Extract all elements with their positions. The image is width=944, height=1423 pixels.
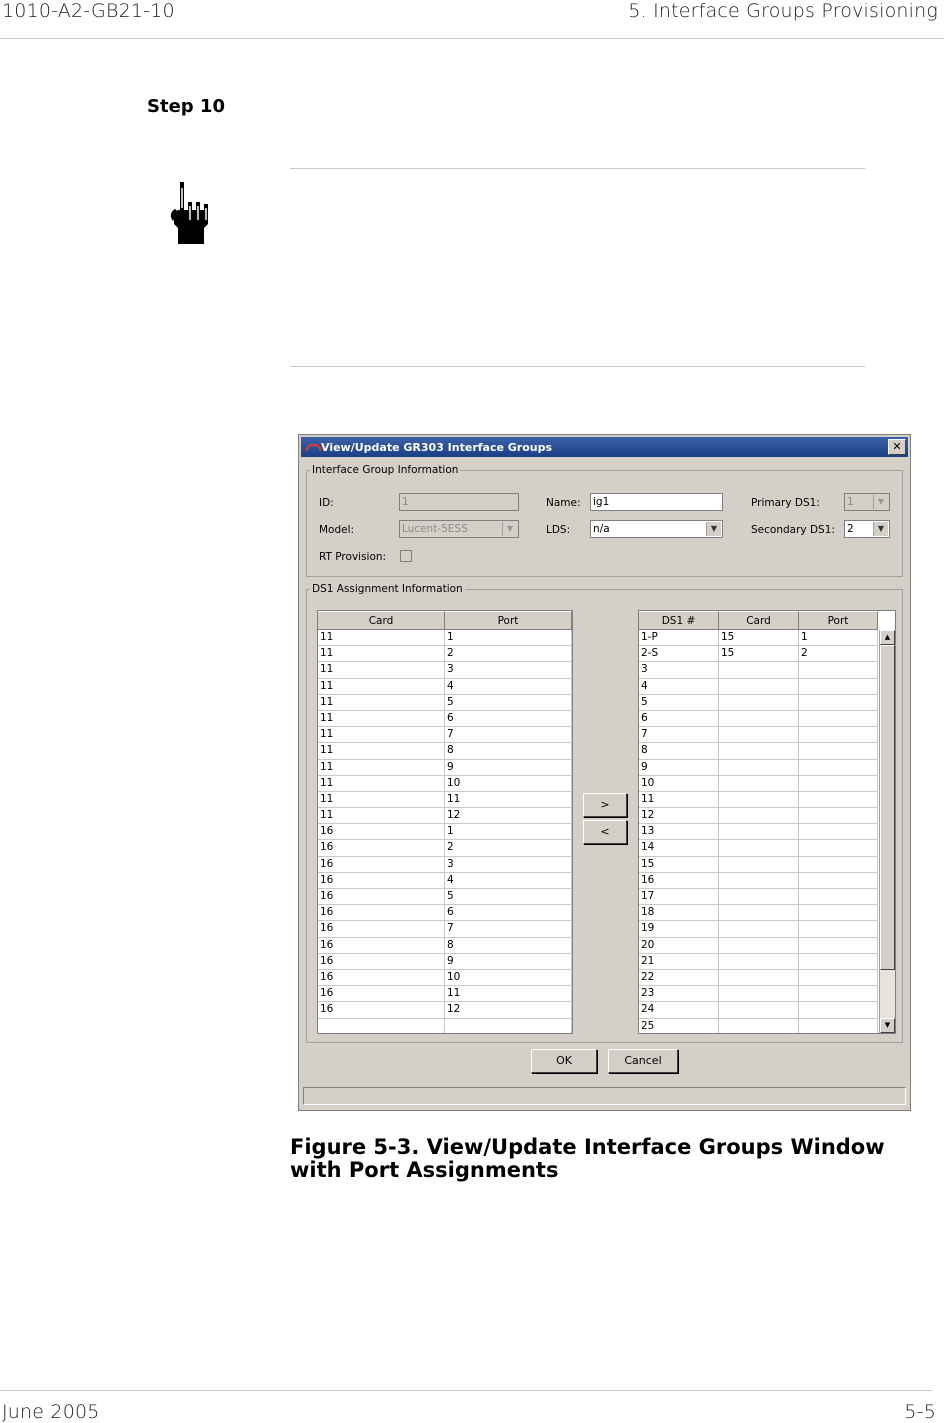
table-row[interactable] — [639, 905, 879, 921]
table-cell: 11 — [445, 986, 572, 1002]
table-cell: 10 — [639, 776, 719, 792]
table-cell: 11 — [639, 792, 719, 808]
table-row[interactable] — [318, 679, 572, 695]
table-cell: 12 — [639, 808, 719, 824]
table-row[interactable] — [318, 1019, 572, 1035]
table-row[interactable] — [639, 840, 879, 856]
table-cell: 6 — [445, 905, 572, 921]
table-row[interactable] — [639, 630, 879, 646]
table-row[interactable] — [639, 857, 879, 873]
table-row[interactable] — [639, 954, 879, 970]
table-row[interactable] — [639, 776, 879, 792]
table-cell: 8 — [639, 743, 719, 759]
table-row[interactable] — [639, 743, 879, 759]
table-cell: 11 — [318, 760, 445, 776]
figure-caption-line-1: Figure 5-3. View/Update Interface Groups Window — [290, 1135, 885, 1159]
table-cell: 1-P — [639, 630, 719, 646]
model-label: Model: — [319, 524, 355, 536]
table-cell: 24 — [639, 1002, 719, 1018]
table-row[interactable] — [639, 938, 879, 954]
table-cell — [719, 986, 799, 1002]
table-cell — [719, 970, 799, 986]
table-cell: 6 — [639, 711, 719, 727]
table-cell: 5 — [445, 889, 572, 905]
scroll-up-icon[interactable]: ▲ — [880, 630, 895, 645]
table-cell: 8 — [445, 938, 572, 954]
primary-ds1-select[interactable] — [844, 493, 890, 511]
table-cell: 18 — [639, 905, 719, 921]
table-cell — [719, 760, 799, 776]
table-row[interactable] — [318, 711, 572, 727]
table-cell: 11 — [318, 776, 445, 792]
table-cell — [799, 938, 878, 954]
available-ports-rows — [318, 630, 572, 1034]
chevron-down-icon: ▼ — [873, 522, 888, 536]
table-cell: 13 — [639, 824, 719, 840]
table-cell: 3 — [639, 662, 719, 678]
unassign-button[interactable]: < — [583, 820, 627, 844]
table-cell: 16 — [318, 921, 445, 937]
table-cell — [799, 873, 878, 889]
table-cell — [799, 776, 878, 792]
table-row[interactable] — [318, 873, 572, 889]
ok-button[interactable]: OK — [531, 1049, 597, 1073]
table-row[interactable] — [318, 970, 572, 986]
table-cell — [719, 905, 799, 921]
table-cell: 15 — [639, 857, 719, 873]
table-cell: 8 — [445, 743, 572, 759]
table-cell: 9 — [639, 760, 719, 776]
table-cell — [799, 921, 878, 937]
header-rule — [0, 38, 944, 39]
table-cell — [719, 662, 799, 678]
chevron-down-icon: ▼ — [502, 522, 517, 536]
table-cell — [799, 889, 878, 905]
table-cell — [318, 1019, 445, 1035]
table-cell: 20 — [639, 938, 719, 954]
table-cell — [799, 840, 878, 856]
column-header-port[interactable]: Port — [445, 611, 572, 630]
table-row[interactable] — [318, 824, 572, 840]
table-cell: 4 — [445, 679, 572, 695]
table-cell — [799, 857, 878, 873]
primary-ds1-value: 1 — [847, 496, 854, 508]
table-cell: 5 — [639, 695, 719, 711]
table-row[interactable] — [318, 630, 572, 646]
primary-ds1-label: Primary DS1: — [751, 497, 820, 509]
dialog-titlebar[interactable] — [301, 437, 908, 457]
table-cell: 15 — [719, 646, 799, 662]
table-cell: 11 — [318, 630, 445, 646]
table-cell — [799, 970, 878, 986]
status-bar — [303, 1087, 906, 1105]
table-cell — [719, 711, 799, 727]
scroll-down-icon[interactable]: ▼ — [880, 1018, 895, 1033]
table-cell — [719, 824, 799, 840]
table-cell: 11 — [318, 792, 445, 808]
table-row[interactable] — [318, 646, 572, 662]
table-row[interactable] — [639, 695, 879, 711]
table-cell — [799, 954, 878, 970]
table-cell — [719, 743, 799, 759]
table-cell: 12 — [445, 808, 572, 824]
table-cell — [799, 679, 878, 695]
table-cell: 16 — [318, 954, 445, 970]
table-cell — [799, 1019, 878, 1035]
table-cell: 5 — [445, 695, 572, 711]
table-row[interactable] — [639, 646, 879, 662]
table-row[interactable] — [318, 695, 572, 711]
table-cell — [719, 792, 799, 808]
column-header-card[interactable]: Card — [719, 611, 799, 630]
secondary-ds1-label: Secondary DS1: — [751, 524, 835, 536]
note-bottom-rule — [290, 366, 865, 367]
table-cell: 11 — [318, 646, 445, 662]
cancel-button[interactable]: Cancel — [608, 1049, 678, 1073]
header-section-title: 5. Interface Groups Provisioning — [628, 0, 938, 22]
header-doc-id: 1010-A2-GB21-10 — [2, 0, 175, 22]
table-row[interactable] — [318, 889, 572, 905]
table-header — [639, 611, 878, 630]
table-row[interactable] — [639, 679, 879, 695]
assigned-ds1-table[interactable] — [638, 610, 896, 1034]
table-cell — [799, 695, 878, 711]
table-header — [318, 611, 572, 630]
table-cell: 7 — [639, 727, 719, 743]
table-row[interactable] — [639, 970, 879, 986]
ds1-assignment-legend: DS1 Assignment Information — [312, 583, 463, 595]
note-top-rule — [290, 168, 865, 169]
footer-page-number: 5-5 — [904, 1401, 936, 1423]
secondary-ds1-value: 2 — [847, 523, 854, 535]
table-row[interactable] — [639, 986, 879, 1002]
table-cell: 25 — [639, 1019, 719, 1035]
table-cell: 2-S — [639, 646, 719, 662]
available-ports-table[interactable] — [317, 610, 573, 1034]
table-row[interactable] — [318, 760, 572, 776]
table-cell — [719, 808, 799, 824]
interface-groups-dialog — [298, 434, 911, 1111]
step-label: Step 10 — [147, 96, 225, 117]
table-cell — [719, 938, 799, 954]
table-cell: 16 — [318, 905, 445, 921]
table-row[interactable] — [639, 760, 879, 776]
table-cell: 16 — [318, 824, 445, 840]
table-cell: 15 — [719, 630, 799, 646]
close-icon: ✕ — [892, 440, 902, 453]
column-header-port[interactable]: Port — [799, 611, 878, 630]
table-cell — [799, 1002, 878, 1018]
table-row[interactable] — [639, 727, 879, 743]
table-cell — [799, 711, 878, 727]
lds-label: LDS: — [546, 524, 571, 536]
table-cell: 22 — [639, 970, 719, 986]
chevron-down-icon: ▼ — [873, 495, 888, 509]
interface-group-info-legend: Interface Group Information — [312, 464, 459, 476]
table-cell — [719, 695, 799, 711]
table-row[interactable] — [318, 905, 572, 921]
table-row[interactable] — [639, 808, 879, 824]
table-cell — [719, 857, 799, 873]
table-cell — [719, 840, 799, 856]
model-value: Lucent-5ESS — [402, 523, 468, 535]
table-cell: 10 — [445, 776, 572, 792]
table-cell: 17 — [639, 889, 719, 905]
table-row[interactable] — [639, 889, 879, 905]
table-row[interactable] — [639, 921, 879, 937]
table-cell — [719, 921, 799, 937]
dialog-title: View/Update GR303 Interface Groups — [321, 441, 553, 454]
table-row[interactable] — [318, 986, 572, 1002]
name-input[interactable]: ig1 — [590, 493, 723, 511]
table-cell: 11 — [318, 695, 445, 711]
table-row[interactable] — [318, 743, 572, 759]
table-cell — [719, 679, 799, 695]
table-cell: 2 — [445, 840, 572, 856]
table-cell: 9 — [445, 760, 572, 776]
table-cell: 9 — [445, 954, 572, 970]
table-cell: 16 — [318, 1002, 445, 1018]
table-row[interactable] — [318, 1002, 572, 1018]
table-cell: 1 — [799, 630, 878, 646]
table-row[interactable] — [318, 808, 572, 824]
table-cell — [445, 1019, 572, 1035]
name-label: Name: — [546, 497, 581, 509]
table-row[interactable] — [318, 776, 572, 792]
table-cell: 11 — [318, 808, 445, 824]
table-row[interactable] — [639, 1019, 879, 1035]
table-cell — [799, 760, 878, 776]
table-cell: 14 — [639, 840, 719, 856]
table-cell — [799, 808, 878, 824]
lds-select[interactable] — [590, 520, 723, 538]
table-cell: 7 — [445, 921, 572, 937]
table-cell: 1 — [445, 824, 572, 840]
table-cell: 11 — [318, 743, 445, 759]
table-row[interactable] — [639, 1002, 879, 1018]
table-cell — [799, 824, 878, 840]
table-cell — [799, 743, 878, 759]
table-cell: 4 — [639, 679, 719, 695]
table-cell — [799, 662, 878, 678]
table-cell: 11 — [318, 679, 445, 695]
id-label: ID: — [319, 497, 334, 509]
rt-provision-label: RT Provision: — [319, 551, 387, 563]
table-cell — [719, 727, 799, 743]
table-row[interactable] — [318, 938, 572, 954]
table-cell: 11 — [318, 711, 445, 727]
assign-button[interactable]: > — [583, 793, 627, 817]
table-cell — [719, 954, 799, 970]
table-cell — [799, 792, 878, 808]
table-row[interactable] — [318, 857, 572, 873]
model-select[interactable] — [399, 520, 519, 538]
table-cell: 3 — [445, 662, 572, 678]
table-cell: 11 — [445, 792, 572, 808]
table-row[interactable] — [639, 792, 879, 808]
figure-caption — [290, 1136, 930, 1182]
table-cell: 7 — [445, 727, 572, 743]
close-button[interactable] — [888, 439, 906, 455]
table-cell: 16 — [318, 889, 445, 905]
rt-provision-checkbox[interactable] — [400, 550, 412, 562]
app-logo-icon — [306, 444, 321, 451]
table-cell: 16 — [318, 970, 445, 986]
scroll-thumb[interactable] — [880, 645, 895, 970]
table-row[interactable] — [318, 840, 572, 856]
table-row[interactable] — [639, 824, 879, 840]
figure-caption-line-2: with Port Assignments — [290, 1158, 559, 1182]
column-header-card[interactable]: Card — [318, 611, 445, 630]
table-cell: 4 — [445, 873, 572, 889]
table-cell: 16 — [318, 986, 445, 1002]
table-cell — [719, 889, 799, 905]
column-header-ds1-number[interactable]: DS1 # — [639, 611, 719, 630]
table-row[interactable] — [318, 727, 572, 743]
table-row[interactable] — [318, 662, 572, 678]
table-cell: 16 — [318, 873, 445, 889]
table-cell — [719, 1002, 799, 1018]
table-cell: 10 — [445, 970, 572, 986]
table-cell: 11 — [318, 662, 445, 678]
table-row[interactable] — [318, 954, 572, 970]
table-cell: 16 — [318, 938, 445, 954]
pointing-hand-icon — [168, 180, 216, 246]
table-cell: 19 — [639, 921, 719, 937]
table-cell: 2 — [445, 646, 572, 662]
assigned-ds1-rows — [639, 630, 879, 1034]
footer-date: June 2005 — [2, 1401, 100, 1423]
table-cell — [799, 986, 878, 1002]
table-cell: 16 — [318, 840, 445, 856]
table-cell: 23 — [639, 986, 719, 1002]
table-cell — [719, 873, 799, 889]
table-cell: 11 — [318, 727, 445, 743]
table-row[interactable] — [639, 662, 879, 678]
table-cell — [719, 776, 799, 792]
table-row[interactable] — [318, 792, 572, 808]
id-field[interactable]: 1 — [399, 493, 519, 511]
vertical-scrollbar[interactable] — [879, 630, 895, 1033]
table-row[interactable] — [639, 711, 879, 727]
table-cell — [799, 905, 878, 921]
table-row[interactable] — [318, 921, 572, 937]
table-cell: 6 — [445, 711, 572, 727]
footer-rule — [0, 1390, 932, 1391]
table-cell: 1 — [445, 630, 572, 646]
table-cell — [799, 727, 878, 743]
table-cell: 16 — [639, 873, 719, 889]
table-cell: 21 — [639, 954, 719, 970]
table-row[interactable] — [639, 873, 879, 889]
table-cell: 12 — [445, 1002, 572, 1018]
chevron-down-icon: ▼ — [706, 522, 721, 536]
table-cell: 3 — [445, 857, 572, 873]
table-cell — [719, 1019, 799, 1035]
secondary-ds1-select[interactable] — [844, 520, 890, 538]
table-cell: 2 — [799, 646, 878, 662]
table-cell: 16 — [318, 857, 445, 873]
lds-value: n/a — [593, 523, 610, 535]
